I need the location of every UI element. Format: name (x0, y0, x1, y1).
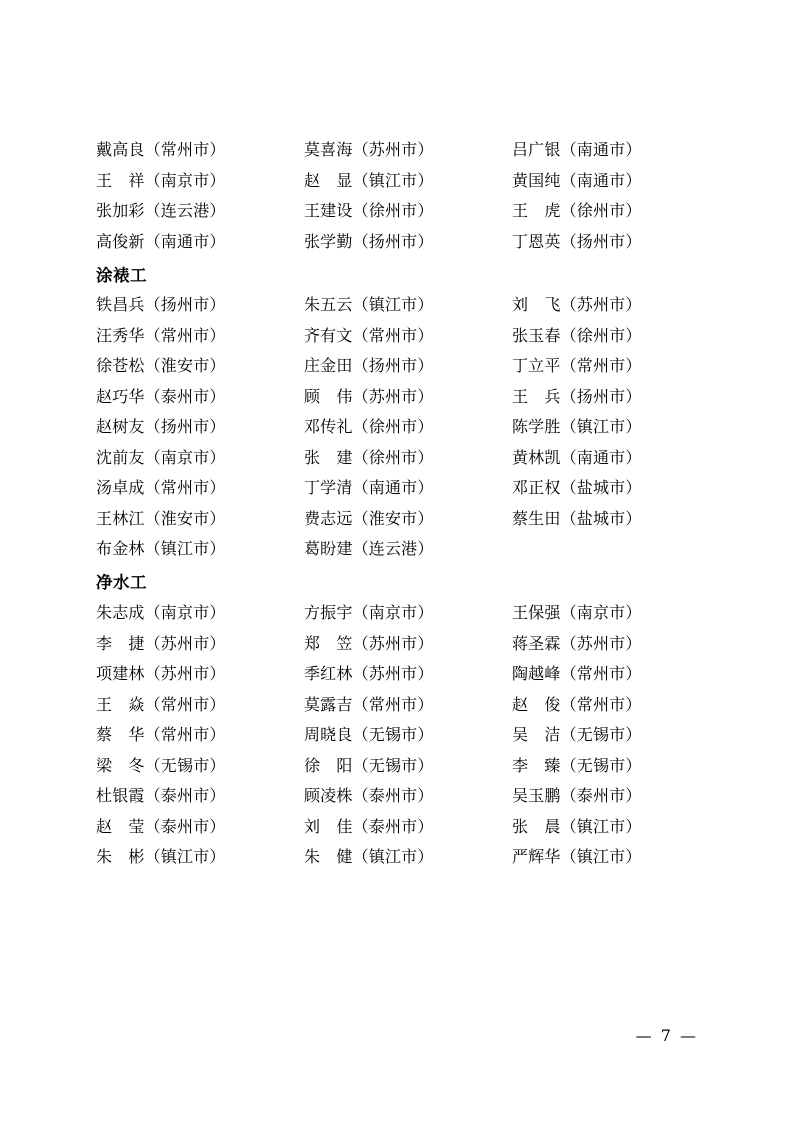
name-entry: 梁 冬（无锡市） (96, 755, 226, 775)
name-row (96, 664, 696, 684)
name-entry: 赵 莹（泰州市） (96, 816, 226, 836)
name-entry: 王建设（徐州市） (303, 201, 434, 220)
name-row (96, 326, 696, 346)
name-row (96, 539, 696, 559)
name-row (96, 847, 696, 867)
name-row (96, 817, 696, 837)
name-entry: 莫露吉（常州市） (303, 694, 434, 714)
name-entry: 邓正权（盐城市） (511, 478, 642, 498)
name-entry: 汪秀华（常州市） (96, 325, 226, 345)
name-entry: 铁昌兵（扬州市） (96, 295, 226, 315)
name-row (96, 756, 696, 776)
name-entry: 陈学胜（镇江市） (511, 417, 642, 437)
name-entry: 黄国纯（南通市） (511, 170, 642, 190)
name-entry: 张 建（徐州市） (303, 447, 434, 467)
name-entry: 项建林（苏州市） (96, 664, 226, 684)
name-entry: 赵 显（镇江市） (303, 170, 434, 190)
name-entry: 王保强（南京市） (511, 603, 642, 623)
name-entry: 朱 彬（镇江市） (96, 847, 226, 867)
name-entry: 朱志成（南京市） (96, 603, 226, 623)
name-row (96, 448, 696, 468)
name-entry: 朱 健（镇江市） (303, 847, 434, 867)
name-entry: 莫喜海（苏州市） (303, 140, 434, 159)
name-entry: 蔡生田（盐城市） (511, 508, 642, 528)
name-row (96, 387, 696, 407)
name-entry: 顾凌株（泰州市） (303, 786, 434, 806)
name-entry: 邓传礼（徐州市） (303, 417, 434, 437)
name-entry: 蒋圣霖（苏州市） (511, 633, 642, 653)
name-row (96, 417, 696, 437)
name-entry: 张加彩（连云港） (96, 201, 226, 220)
name-entry: 陶越峰（常州市） (511, 664, 642, 684)
name-entry: 吴玉鹏（泰州市） (511, 786, 642, 806)
name-entry: 李 臻（无锡市） (511, 755, 642, 775)
name-row (96, 171, 696, 191)
name-row (96, 356, 696, 376)
name-entry: 王 兵（扬州市） (511, 386, 642, 406)
name-entry: 王 焱（常州市） (96, 694, 226, 714)
name-row (96, 140, 696, 160)
name-row (96, 201, 696, 221)
name-row (96, 509, 696, 529)
name-entry: 庄金田（扬州市） (303, 356, 434, 376)
name-entry: 吴 洁（无锡市） (511, 725, 642, 745)
name-entry: 费志远（淮安市） (303, 508, 434, 528)
name-entry: 徐苍松（淮安市） (96, 356, 226, 376)
name-entry: 朱五云（镇江市） (303, 295, 434, 315)
name-entry: 丁学清（南通市） (303, 478, 434, 498)
name-row (96, 603, 696, 623)
name-entry: 戴高良（常州市） (96, 140, 226, 159)
page-number: — 7 — (635, 1026, 698, 1045)
name-entry: 丁立平（常州市） (511, 356, 642, 376)
name-entry: 郑 笠（苏州市） (303, 633, 434, 653)
name-entry: 张 晨（镇江市） (511, 816, 642, 836)
name-entry: 王 虎（徐州市） (511, 201, 642, 220)
name-entry: 蔡 华（常州市） (96, 725, 226, 745)
name-entry: 刘 佳（泰州市） (303, 816, 434, 836)
name-entry: 季红林（苏州市） (303, 664, 434, 684)
name-entry: 丁恩英（扬州市） (511, 231, 642, 251)
name-entry: 严辉华（镇江市） (511, 847, 642, 867)
name-entry: 布金林（镇江市） (96, 539, 226, 559)
name-entry: 赵 俊（常州市） (511, 694, 642, 714)
name-entry: 张学勤（扬州市） (303, 231, 434, 251)
name-entry: 王林江（淮安市） (96, 508, 226, 528)
name-row (96, 725, 696, 745)
name-entry: 赵巧华（泰州市） (96, 386, 226, 406)
name-list-container (96, 140, 696, 867)
name-entry: 张玉春（徐州市） (511, 325, 642, 345)
name-entry: 葛盼建（连云港） (303, 539, 434, 559)
name-row (96, 232, 696, 252)
section-heading: 涂裱工 (96, 265, 147, 285)
name-entry: 吕广银（南通市） (511, 140, 642, 159)
name-row (96, 478, 696, 498)
name-entry: 黄林凯（南通市） (511, 447, 642, 467)
name-entry: 方振宇（南京市） (303, 603, 434, 623)
section-heading: 净水工 (96, 573, 147, 593)
name-entry: 高俊新（南通市） (96, 231, 226, 251)
name-entry: 沈前友（南京市） (96, 447, 226, 467)
name-entry: 王 祥（南京市） (96, 170, 226, 190)
name-entry: 齐有文（常州市） (303, 325, 434, 345)
name-row (96, 634, 696, 654)
name-row (96, 295, 696, 315)
name-row (96, 786, 696, 806)
name-entry (496, 539, 696, 559)
name-entry: 顾 伟（苏州市） (303, 386, 434, 406)
name-entry: 徐 阳（无锡市） (303, 755, 434, 775)
name-entry: 李 捷（苏州市） (96, 633, 226, 653)
name-entry: 周晓良（无锡市） (303, 725, 434, 745)
name-entry: 杜银霞（泰州市） (96, 786, 226, 806)
name-entry: 刘 飞（苏州市） (511, 295, 642, 315)
name-entry: 汤卓成（常州市） (96, 478, 226, 498)
name-row (96, 695, 696, 715)
name-entry: 赵树友（扬州市） (96, 417, 226, 437)
